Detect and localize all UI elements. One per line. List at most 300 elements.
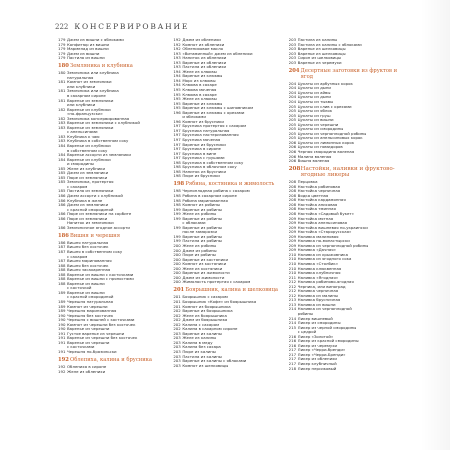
- entry-title: Цукаты из лимонных корок: [297, 140, 355, 145]
- entry-page-number: 194: [173, 78, 181, 83]
- entry-title: Напиток из брусники: [182, 169, 227, 174]
- entry-title: Облепиха в сиропе: [67, 365, 107, 370]
- entry-title: Боярышник «Кофе» из боярышника: [182, 299, 257, 304]
- entry-title: Настойка кардамонная: [297, 198, 346, 203]
- entry-page-number: 198: [173, 189, 181, 194]
- entry-title: Клубника в желе: [67, 198, 103, 203]
- entry-page-number: 186: [58, 203, 66, 208]
- entry-page-number: 209: [288, 216, 297, 221]
- entry-page-number: 191: [58, 331, 66, 336]
- contents-columns: [58, 38, 398, 443]
- entry-title: Ликер из облепихи: [297, 357, 337, 362]
- entry-title: Земляничное ягодное ассорти: [67, 225, 130, 230]
- entry-title: Наливка по-монастырски: [297, 239, 350, 244]
- entry-page-number: 181: [58, 98, 66, 103]
- entry-page-number: 185: [58, 180, 66, 185]
- entry-title: Желе из облепихи: [67, 369, 106, 374]
- entry-page-number: 186: [58, 216, 66, 221]
- contents-entry: [173, 280, 282, 285]
- entry-title: Цукаты из арбузных корок: [297, 81, 353, 86]
- entry-title: Ликер «Черри-Бренди»: [297, 352, 346, 357]
- entry-page-number: 179: [58, 51, 66, 56]
- entry-page-number: 182: [58, 107, 66, 112]
- contents-entry: [173, 174, 282, 179]
- entry-page-number: 188: [58, 277, 66, 282]
- entry-title: Облепиховое масло: [182, 47, 224, 52]
- contents-entry: [58, 56, 167, 61]
- entry-page-number: 203: [288, 60, 297, 65]
- entry-title: Варенье из клубники: [67, 107, 111, 112]
- entry-title: Ликер из смородины: [297, 321, 341, 326]
- entry-title: с яблоками: [182, 221, 206, 226]
- entry-title: Желе из рябины: [182, 244, 217, 249]
- section-page-number: 186: [58, 232, 69, 239]
- entry-title: Пастила из калины: [182, 354, 222, 359]
- entry-page-number: 199: [173, 239, 181, 244]
- entry-page-number: 206: [288, 154, 297, 159]
- entry-page-number: 198: [173, 160, 181, 165]
- entry-title: Цукаты из вишни: [297, 118, 334, 123]
- section-page-number: 208: [288, 166, 301, 173]
- entry-page-number: 214: [288, 321, 297, 326]
- entry-page-number: 195: [173, 97, 181, 102]
- entry-page-number: 188: [58, 281, 66, 286]
- contents-entry: [173, 364, 282, 369]
- entry-page-number: 216: [288, 334, 297, 339]
- section-title: Настойки, наливки и фруктово-ягодные ликеры: [300, 166, 395, 179]
- entry-title: Компот из рябины: [182, 203, 221, 208]
- entry-title: Варенье из костяники: [182, 257, 228, 262]
- entry-title: Джем из вишни: [67, 51, 100, 56]
- contents-entry: [289, 61, 398, 66]
- entry-page-number: 195: [173, 101, 181, 106]
- entry-page-number: 181: [58, 89, 66, 94]
- entry-page-number: 201: [173, 304, 181, 309]
- entry-page-number: 208: [288, 193, 297, 198]
- entry-page-number: 191: [58, 340, 66, 345]
- section-heading: [173, 287, 282, 293]
- section-heading: [58, 357, 167, 363]
- entry-title: Земляника консервированная: [67, 116, 130, 121]
- entry-page-number: 186: [58, 198, 66, 203]
- entry-page-number: 199: [173, 234, 181, 239]
- entry-title: Мармелад из вишни: [67, 47, 109, 52]
- entry-title: Цукаты из черноплодной рябины: [297, 131, 367, 136]
- entry-page-number: 199: [173, 225, 181, 230]
- entry-title: с цедрой: [297, 330, 317, 335]
- entry-title: Пюре из земляники: [67, 216, 108, 221]
- entry-page-number: 195: [173, 92, 181, 97]
- entry-title: Водка цветная: [297, 193, 329, 198]
- entry-page-number: 186: [58, 240, 66, 245]
- entry-page-number: 198: [173, 198, 181, 203]
- entry-title: Наливка «Ягодная»: [297, 275, 339, 280]
- entry-page-number: 187: [58, 249, 66, 254]
- entry-page-number: 200: [173, 275, 181, 280]
- entry-page-number: 205: [288, 113, 297, 118]
- entry-page-number: 180: [58, 71, 66, 76]
- contents-entry: [58, 370, 167, 375]
- entry-title: Варенье из клюквы с шиповником: [182, 106, 254, 111]
- entry-page-number: 203: [173, 363, 181, 368]
- entry-title: Ликер из черной смородины: [297, 325, 357, 330]
- entry-page-number: 199: [173, 207, 181, 212]
- entry-title: натуральная: [67, 75, 94, 80]
- entry-title: Пастила из калины: [297, 38, 338, 42]
- entry-title: Наливка «Дачная»: [297, 248, 336, 253]
- entry-title: Джем из боярышника: [182, 318, 228, 323]
- entry-page-number: 209: [288, 239, 297, 244]
- entry-title: Брусника с грушами: [182, 156, 225, 161]
- entry-page-number: 200: [173, 280, 181, 285]
- entry-page-number: 186: [58, 212, 66, 217]
- entry-page-number: 209: [288, 234, 297, 239]
- entry-title: Варенье из земляники: [67, 98, 114, 103]
- section-heading: [58, 63, 167, 69]
- entry-page-number: 190: [58, 327, 66, 332]
- entry-page-number: 192: [173, 38, 181, 42]
- entry-title: Черешня натуральная: [67, 299, 114, 304]
- entry-page-number: 183: [58, 125, 66, 130]
- entry-page-number: 188: [58, 263, 66, 268]
- entry-page-number: 208: [288, 202, 297, 207]
- entry-title: Наливка черничная: [297, 289, 339, 294]
- entry-page-number: 185: [58, 175, 66, 180]
- entry-page-number: 193: [173, 65, 181, 70]
- entry-title: Пюре из рябины: [182, 253, 216, 258]
- entry-page-number: 194: [173, 83, 181, 88]
- entry-page-number: 201: [173, 299, 181, 304]
- entry-page-number: 200: [173, 262, 181, 267]
- section-title: Десертные заготовки из фруктов и ягод: [300, 67, 398, 80]
- contents-entry: [58, 226, 167, 231]
- entry-title: Черника, или виноград: [297, 284, 346, 289]
- entry-title: Наливка клюквенная: [297, 266, 342, 271]
- entry-title: Настойка черничная: [297, 189, 341, 194]
- entry-title: Компот из шелковицы: [182, 363, 229, 368]
- section-title: Рябина, костяника и жимолость: [185, 181, 275, 188]
- entry-title: Цукаты из слив с орехами: [297, 104, 352, 109]
- entry-title: или клубники: [67, 84, 96, 89]
- entry-page-number: 203: [288, 38, 297, 42]
- entry-title: Варенье из брусники: [182, 142, 226, 147]
- entry-title: Варенье из клюквы с орехами: [182, 110, 245, 115]
- entry-page-number: 217: [288, 352, 297, 357]
- section-title: Земляника и клубника: [70, 63, 133, 70]
- entry-title: Цукаты из помидоров: [297, 145, 343, 150]
- entry-page-number: 197: [173, 147, 181, 152]
- entry-title: Желе из рябины: [182, 212, 217, 217]
- entry-title: Варенье из черешни: [67, 340, 110, 345]
- entry-page-number: 198: [173, 165, 181, 170]
- entry-page-number: 210: [288, 261, 297, 266]
- entry-title: Малина вяленая: [297, 154, 332, 159]
- entry-page-number: 211: [288, 275, 297, 280]
- entry-page-number: 202: [173, 309, 181, 314]
- entry-page-number: 192: [173, 42, 181, 47]
- entry-title: Джем из рябины: [182, 248, 217, 253]
- entry-title: рябины: [297, 311, 314, 316]
- entry-page-number: 192: [58, 369, 66, 374]
- entry-page-number: 206: [288, 149, 297, 154]
- entry-page-number: 204: [288, 81, 297, 86]
- entry-page-number: 210: [288, 266, 297, 271]
- entry-title: с косточкой: [67, 286, 92, 291]
- contents-entry: [58, 350, 167, 355]
- entry-page-number: 184: [58, 153, 66, 158]
- entry-title: Джем из облепихи: [182, 38, 221, 42]
- entry-page-number: 208: [288, 180, 297, 185]
- entry-title: Желе из клюквы: [182, 97, 217, 102]
- entry-title: с сахаром: [67, 254, 88, 259]
- entry-page-number: 209: [288, 221, 297, 226]
- entry-page-number: 210: [288, 271, 297, 276]
- entry-page-number: 205: [288, 127, 297, 132]
- entry-page-number: 216: [288, 343, 297, 348]
- entry-title: Варенье из земляники с клубникой: [67, 121, 140, 126]
- entry-title: Наливка рябиново-ягодная: [297, 280, 354, 285]
- entry-title: Земляника или клубника: [67, 71, 119, 76]
- entry-title: с косточками: [67, 345, 95, 350]
- entry-page-number: 203: [288, 42, 297, 47]
- entry-title: Настойка тминная: [297, 207, 336, 212]
- entry-page-number: 190: [58, 318, 66, 323]
- entry-title: Вишня в собственном соку: [67, 249, 123, 254]
- entry-title: Черешня с вишней с косточками: [67, 318, 135, 323]
- entry-page-number: 205: [288, 136, 297, 141]
- entry-title: Калина с сахаром: [182, 322, 220, 327]
- entry-title: Варенье из облепихи: [182, 60, 227, 65]
- entry-page-number: 197: [173, 124, 181, 129]
- entry-page-number: 210: [288, 257, 297, 262]
- entry-title: Пастила из земляники: [67, 189, 114, 194]
- entry-title: Черешня без косточек: [67, 313, 114, 318]
- entry-page-number: 202: [173, 313, 181, 318]
- entry-page-number: 203: [173, 359, 181, 364]
- entry-title: Брусника в сиропе: [182, 147, 221, 152]
- entry-title: Брусника в вине: [182, 151, 217, 156]
- entry-page-number: 191: [58, 336, 66, 341]
- entry-page-number: 188: [58, 272, 66, 277]
- entry-page-number: 187: [58, 245, 66, 250]
- entry-page-number: 216: [288, 339, 297, 344]
- entry-title: Цукаты из айвы: [297, 90, 331, 95]
- entry-page-number: 203: [173, 350, 181, 354]
- entry-page-number: 194: [173, 74, 181, 79]
- entry-title: Конфитюр из вишни: [67, 42, 110, 47]
- entry-title: Пастила из вишни: [67, 56, 105, 61]
- entry-page-number: 200: [173, 253, 181, 258]
- entry-page-number: 204: [288, 95, 297, 100]
- entry-title: Наливка «Столбик»: [297, 261, 339, 266]
- entry-title: Компот из земляники: [67, 80, 112, 85]
- entry-title: Джем из земляники: [67, 171, 109, 176]
- entry-title: Перцовка: [297, 180, 318, 185]
- entry-title: Наливка из черноплодной: [297, 307, 352, 312]
- entry-page-number: 214: [288, 307, 297, 312]
- page-header: [55, 22, 189, 32]
- entry-title: Джем ассорти с клубникой: [67, 194, 123, 198]
- entry-title: Компот из боярышника: [182, 304, 231, 309]
- entry-page-number: 197: [173, 151, 181, 156]
- section-title: Облепиха, калина и брусника: [70, 357, 153, 364]
- entry-title: Вишня натуральная: [67, 240, 109, 245]
- entry-page-number: 179: [58, 47, 66, 52]
- entry-title: Джем из жимолости: [182, 275, 225, 280]
- entry-page-number: 186: [58, 194, 66, 198]
- entry-title: Калина без сахара: [182, 345, 221, 350]
- contents-column-3: [289, 38, 398, 443]
- entry-title: Настойка рябиновая: [297, 184, 340, 189]
- entry-page-number: 203: [288, 56, 297, 61]
- entry-page-number: 189: [58, 290, 66, 295]
- entry-page-number: 205: [288, 118, 297, 123]
- entry-page-number: 208: [288, 207, 297, 212]
- entry-title: Брусника моченая: [182, 138, 221, 143]
- contents-column-2: [173, 38, 282, 443]
- entry-title: Брусника пастеризованная: [182, 133, 239, 138]
- entry-title: Пюре из брусники: [182, 174, 220, 179]
- entry-title: Варенье из клюквы: [182, 101, 223, 106]
- entry-page-number: 185: [58, 189, 66, 194]
- entry-title: Варенье из черешни: [67, 327, 110, 332]
- entry-page-number: 205: [288, 122, 297, 127]
- entry-title: Варенье из клюквы: [182, 74, 223, 79]
- section-page-number: 192: [58, 357, 69, 364]
- entry-page-number: 205: [288, 131, 297, 136]
- entry-title: Клубника к чаю: [67, 134, 100, 139]
- entry-page-number: 217: [288, 357, 297, 362]
- entry-page-number: 201: [173, 295, 181, 300]
- entry-title: или клубники: [67, 103, 96, 108]
- entry-page-number: 206: [288, 140, 297, 145]
- entry-title: Варенье из рябины: [182, 225, 222, 230]
- entry-page-number: 195: [173, 106, 181, 111]
- entry-page-number: 193: [173, 60, 181, 65]
- entry-page-number: 205: [288, 104, 297, 109]
- entry-title: Варенье из черемухи: [297, 60, 342, 65]
- entry-title: Калина в меду: [182, 340, 213, 345]
- entry-page-number: 209: [288, 248, 297, 253]
- entry-title: Наливка из ягодного сока: [297, 257, 352, 262]
- entry-title: Настойка вишневая по-украински: [297, 225, 368, 230]
- entry-page-number: 212: [288, 284, 297, 289]
- entry-title: Наливка клубничная: [297, 271, 341, 276]
- entry-page-number: 204: [288, 90, 297, 95]
- entry-title: «Витаминный» джем из облепихи: [182, 51, 253, 56]
- entry-title: Компот из облепихи: [182, 42, 225, 47]
- entry-title: Варенье из земляники: [67, 125, 114, 130]
- entry-title: Цукаты из яблок: [297, 109, 333, 114]
- entry-title: Клюква моченая: [182, 88, 217, 93]
- entry-title: Варенье из шелковицы: [297, 51, 346, 56]
- section-title: Вишня и черешня: [70, 232, 121, 239]
- entry-page-number: 194: [173, 69, 181, 74]
- entry-page-number: 212: [288, 293, 297, 298]
- entry-title: Варенье из вишни: [67, 290, 105, 295]
- entry-page-number: 209: [288, 230, 297, 235]
- entry-page-number: 204: [288, 86, 297, 91]
- entry-page-number: 203: [173, 345, 181, 350]
- entry-title: Ликер «Золотой»: [297, 334, 334, 339]
- entry-title: Желе из клубники: [67, 166, 106, 171]
- entry-title: Варенье из вишни с пряностями: [67, 277, 134, 282]
- entry-title: в сахарном сиропе: [67, 93, 106, 98]
- entry-page-number: 203: [173, 354, 181, 359]
- entry-page-number: 202: [173, 318, 181, 323]
- entry-page-number: 188: [58, 268, 66, 273]
- entry-title: Пастила из рябины: [182, 239, 222, 244]
- entry-page-number: 208: [288, 198, 297, 203]
- entry-page-number: 208: [288, 211, 297, 216]
- entry-title: Пастила из облепихи: [182, 65, 227, 70]
- entry-page-number: 196: [173, 110, 181, 115]
- entry-title: Джем из земляники: [67, 203, 109, 208]
- entry-title: Компот из черешни без косточек: [67, 322, 136, 327]
- section-heading: [289, 68, 398, 80]
- entry-title: Джем из вишни с яблоками: [67, 38, 124, 42]
- section-heading: [173, 181, 282, 187]
- entry-title: Желе из клюквы: [182, 69, 217, 74]
- entry-title: и яблоками: [182, 115, 206, 120]
- entry-page-number: 203: [288, 47, 297, 52]
- entry-page-number: 192: [173, 47, 181, 52]
- entry-title: Наливка из вишни: [297, 302, 336, 307]
- entry-title: Пюре из земляники на сорбите: [67, 212, 132, 217]
- entry-page-number: 197: [173, 138, 181, 143]
- entry-title: Наливка брусничная: [297, 298, 341, 303]
- entry-page-number: 182: [58, 116, 66, 121]
- entry-title: Черешня по-бразильски: [67, 350, 117, 354]
- entry-title: Клюква в сахаре: [182, 92, 217, 97]
- entry-title: Настойка апельсиновая: [297, 221, 347, 226]
- entry-title: Варенье из калины: [182, 331, 222, 336]
- entry-page-number: 202: [173, 322, 181, 327]
- section-page-number: 198: [173, 181, 185, 188]
- entry-page-number: 191: [58, 350, 66, 354]
- contents-entry: [289, 367, 398, 372]
- entry-title: Варенье из черешни без косточек: [67, 336, 138, 341]
- entry-title: Настойка «Старорусская»: [297, 230, 352, 235]
- entry-title: Варенье из рябины: [182, 234, 222, 239]
- entry-page-number: 204: [288, 99, 297, 104]
- entry-title: Пюре из калины: [182, 350, 216, 354]
- entry-page-number: 190: [58, 313, 66, 318]
- entry-page-number: 196: [173, 119, 181, 124]
- entry-page-number: 179: [58, 38, 66, 42]
- entry-title: Клубника в собственном соку: [67, 139, 129, 144]
- entry-title: Наливка из черноплодной рябины: [297, 243, 369, 248]
- entry-title: Цукаты из черешни: [297, 122, 339, 127]
- entry-page-number: 198: [173, 194, 181, 198]
- entry-title: Варенье из клубники: [67, 157, 111, 162]
- section-heading: [58, 233, 167, 239]
- entry-page-number: 212: [288, 280, 297, 285]
- entry-page-number: 183: [58, 139, 66, 144]
- entry-page-number: 179: [58, 56, 66, 61]
- entry-page-number: 206: [288, 159, 297, 164]
- entry-page-number: 198: [173, 203, 181, 208]
- entry-title: Пастила из калины с яблоками: [297, 42, 362, 47]
- entry-title: Черноплодная рябина с сахаром: [182, 189, 250, 194]
- entry-page-number: 187: [58, 259, 66, 264]
- entry-title: Брусника протертая с сахаром: [182, 124, 247, 129]
- entry-page-number: 212: [288, 289, 297, 294]
- entry-page-number: 185: [58, 166, 66, 171]
- entry-page-number: 189: [58, 299, 66, 304]
- entry-page-number: 197: [173, 133, 181, 138]
- entry-title: Настойка анисовая: [297, 202, 338, 207]
